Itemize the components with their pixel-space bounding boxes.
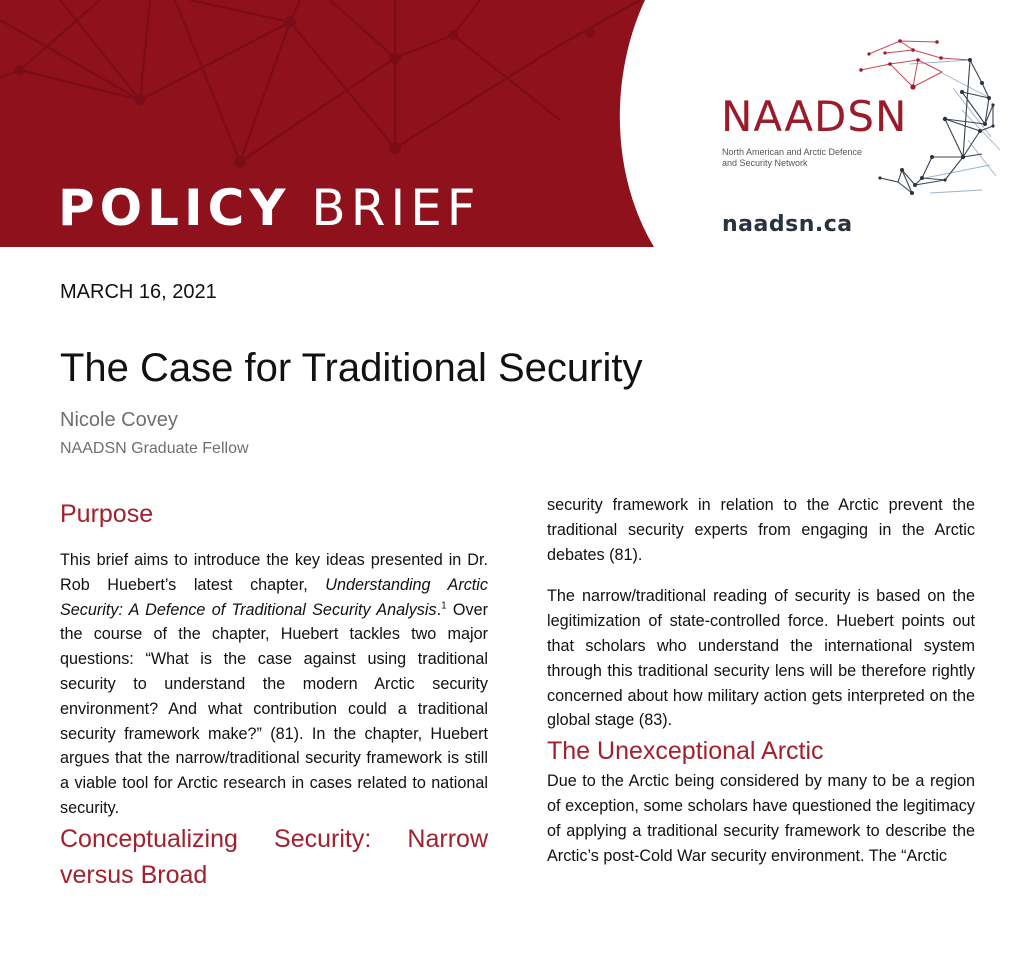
globe-light-lines xyxy=(910,60,1000,193)
page-title: The Case for Traditional Security xyxy=(60,346,643,390)
policy-brief-banner xyxy=(0,0,700,250)
purpose-paragraph xyxy=(60,548,488,821)
website-link[interactable]: naadsn.ca xyxy=(722,212,853,237)
purpose-text-a: This brief aims to introduce the key ideas presented in Dr. Rob Huebert’s latest chapter, xyxy=(60,551,488,594)
paragraph-continued: security framework in relation to the Arctic prevent the traditional security experts from engaging in the Arctic debates (81). xyxy=(547,496,975,564)
globe-red-nodes xyxy=(859,39,943,89)
paragraph-narrow-reading: The narrow/traditional reading of security is based on the legitimization of state-controlled force. Huebert points out that scholars who understand the international system through this traditional security lens will be therefore rightly concerned about how military action gets interpreted on the global stage (83). xyxy=(547,587,975,730)
chapter-title-italic: Understanding Arctic Security: A Defence of Traditional Security Analysis xyxy=(60,575,488,619)
logo-subtitle-line1: North American and Arctic Defence xyxy=(722,147,863,157)
publication-date: MARCH 16, 2021 xyxy=(60,281,217,303)
heading-unexceptional-arctic: The Unexceptional Arctic xyxy=(547,737,824,766)
paragraph-unexceptional: Due to the Arctic being considered by many to be a region of exception, some scholars have questioned the legitimacy of applying a traditional security framework to describe the Arctic’s post-Cold War security environment. The “Arctic xyxy=(547,772,975,865)
heading-purpose: Purpose xyxy=(60,500,154,528)
logo-subtitle-line2: and Security Network xyxy=(722,158,808,168)
logo-subtitle xyxy=(722,147,912,169)
left-column xyxy=(60,496,488,893)
author-name: Nicole Covey xyxy=(60,409,178,431)
banner-title-brief: BRIEF xyxy=(311,179,481,237)
right-column xyxy=(547,493,975,868)
footnote-ref-1[interactable]: 1 xyxy=(441,600,447,612)
banner-title-policy: POLICY xyxy=(58,179,291,237)
author-role: NAADSN Graduate Fellow xyxy=(60,440,249,457)
heading-conceptualizing-security: Conceptualizing Security: Narrow versus Broad xyxy=(60,824,488,889)
purpose-text-c: Over the course of the chapter, Huebert tackles two major questions: “What is the case against using traditional security to understand the modern Arctic security environment? And what contribution could a traditional security framework make?” (81). In the chapter, Huebert argues that the narrow/traditional security framework is still a viable tool for Arctic research in cases related to national security. xyxy=(60,600,488,817)
banner-title xyxy=(58,178,481,238)
purpose-text-b: . xyxy=(436,600,442,619)
naadsn-logo xyxy=(700,0,1023,250)
paragraph-gap xyxy=(547,567,975,584)
logo-name: NAADSN xyxy=(721,92,908,141)
